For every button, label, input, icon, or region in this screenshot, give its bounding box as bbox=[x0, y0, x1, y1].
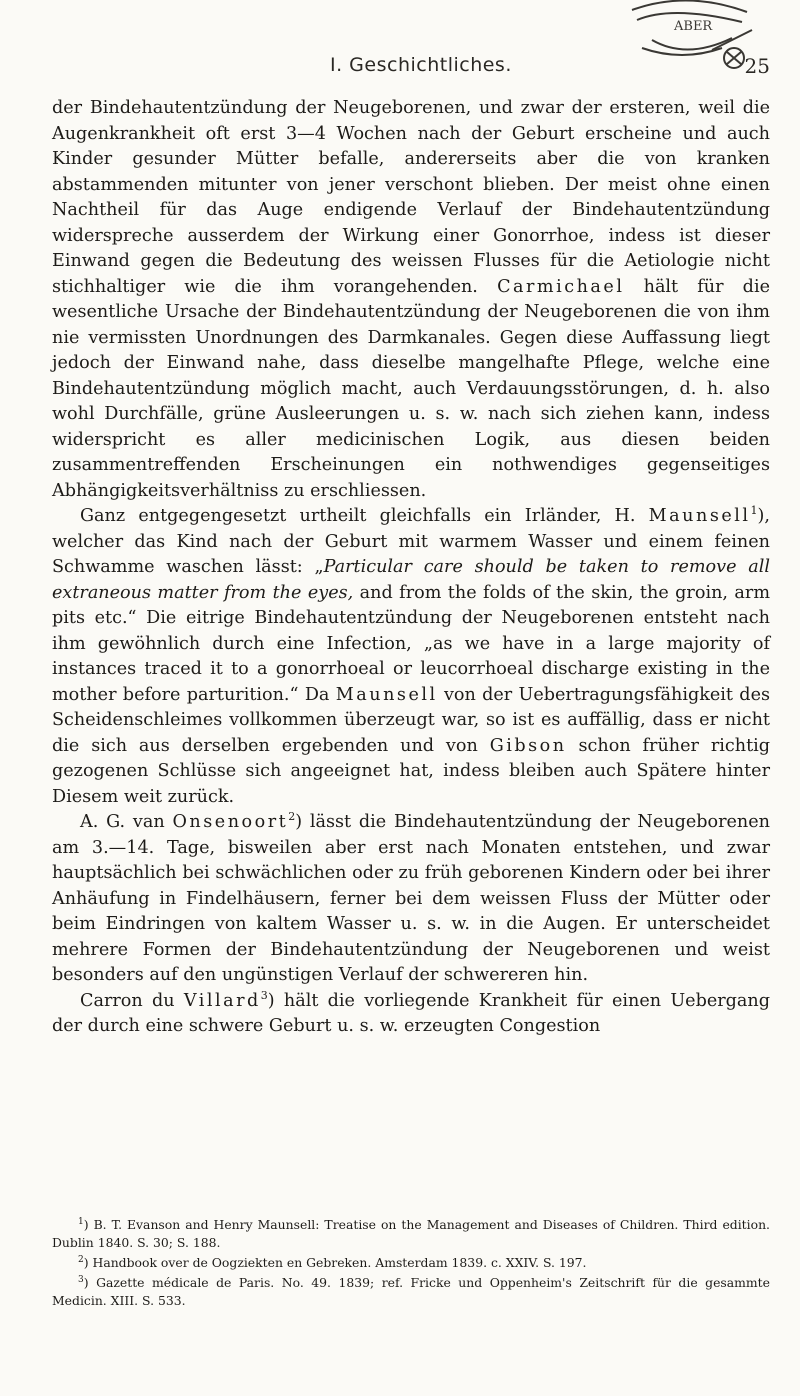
author-name: Gibson bbox=[489, 735, 567, 756]
footnote-ref: 3 bbox=[260, 988, 268, 1002]
footnote-ref: 2 bbox=[288, 810, 296, 824]
footnote-ref: 1 bbox=[750, 504, 758, 518]
running-head: I. Geschichtliches. bbox=[330, 54, 512, 76]
footnote: $^2$) Handbook over de Oogziekten en Gebreken. Amsterdam 1839. c. XXIV. S. 197. bbox=[78, 1254, 587, 1270]
footnote: $^3$) Gazette médicale de Paris. No. 49. 1839; ref. Fricke und Oppenheim's Zeitschrift für die gesammte Medicin. XIII. S. 533. bbox=[52, 1274, 770, 1308]
author-name: Onsenoort bbox=[172, 812, 289, 832]
paragraph-2: Ganz entgegengesetzt urtheilt gleichfalls ein Irländer, H. Maunsell$^1$), welcher das Kind nach der Geburt mit warmem Wasser und einem feinen Schwamme waschen lässt: „Particular care should be taken to remove all extraneous matter from the eyes, and from the folds of the skin, the groin, arm pits etc.“ Die eitrige Bindehautentzündung der Neugeborenen entsteht nach ihm gewöhnlich durch eine Infection, „as we have in a large majority of instances traced it to a gonorrhoeal or leucorrhoeal discharge existing in the mother before parturition.“ Da Maunsell von der Uebertragungsfähigkeit des Scheidenschleimes vollkommen überzeugt war, so ist es auffällig, dass er nicht die sich aus derselben ergebenden und von Gibson schon früher richtig gezogenen Schlüsse sich angeeignet hat, indess bleiben auch Spätere hinter Diesem weit zurück. bbox=[52, 504, 771, 807]
paragraph-1: der Bindehautentzündung der Neugeborenen, und zwar der ersteren, weil die Augenkrankheit oft erst 3—4 Wochen nach der Geburt erscheine und auch Kinder gesunder Mütter befalle, andererseits aber die von kranken abstammenden mitunter von jener verschont blieben. Der meist ohne einen Nachtheil für das Auge endigende Verlauf der Bindehautentzündung widerspreche ausserdem der Wirkung einer Gonorrhoe, indess ist dieser Einwand gegen die Bedeutung des weissen Flusses für die Aetiologie nicht stichhaltiger wie die ihm vorangehenden. Carmichael hält für die wesentliche Ursache der Bindehautentzündung der Neugeborenen die von ihm nie vermissten Unordnungen des Darmkanales. Gegen diese Auffassung liegt jedoch der Einwand nahe, dass dieselbe mangelhafte Pflege, welche eine Bindehautentzündung möglich macht, auch Verdauungsstörungen, d. h. also wohl Durchfälle, grüne Ausleerungen u. s. w. nach sich ziehen kann, indess widerspricht es aller medicinischen Logik, aus diesen beiden zusammentreffenden Erscheinungen ein nothwendiges gegenseitiges Abhängigkeitsverhältniss zu erschliessen. bbox=[52, 98, 770, 501]
paragraph-4: Carron du Villard$^3$) hält die vorliegende Krankheit für einen Uebergang der durch eine schwere Geburt u. s. w. erzeugten Congestion bbox=[52, 988, 771, 1036]
page-header bbox=[330, 19, 770, 88]
paragraph-3: A. G. van Onsenoort$^2$) lässt die Bindehautentzündung der Neugeborenen am 3.—14. Tage, bisweilen aber erst nach Monaten entstehen, und zwar hauptsächlich bei schwächlichen oder zu früh geborenen Kindern oder bei ihrer Anhäufung in Findelhäusern, ferner bei dem weissen Fluss der Mütter oder beim Eindringen von kaltem Wasser u. s. w. in die Augen. Er unterscheidet mehrere Formen der Bindehautentzündung der Neugeborenen und weist besonders auf den ungünstigen Verlauf der schwereren hin. bbox=[52, 810, 770, 985]
author-name: Villard bbox=[183, 990, 261, 1011]
body-text bbox=[52, 96, 770, 1040]
author-name: Maunsell bbox=[648, 506, 751, 526]
footnote: $^1$) B. T. Evanson and Henry Maunsell: Treatise on the Management and Diseases of Children. Third edition. Dublin 1840. S. 30; S. 188. bbox=[52, 1216, 770, 1250]
author-name: Carmichael bbox=[497, 276, 625, 297]
svg-text:ABER: ABER bbox=[674, 19, 713, 34]
page-number: 25 bbox=[744, 54, 770, 78]
library-stamp-icon bbox=[612, 0, 762, 90]
footnotes bbox=[52, 1216, 770, 1312]
author-name: Maunsell bbox=[335, 684, 438, 705]
english-quote: Particular care should be taken to remove all extraneous matter from the eyes, bbox=[52, 557, 770, 603]
